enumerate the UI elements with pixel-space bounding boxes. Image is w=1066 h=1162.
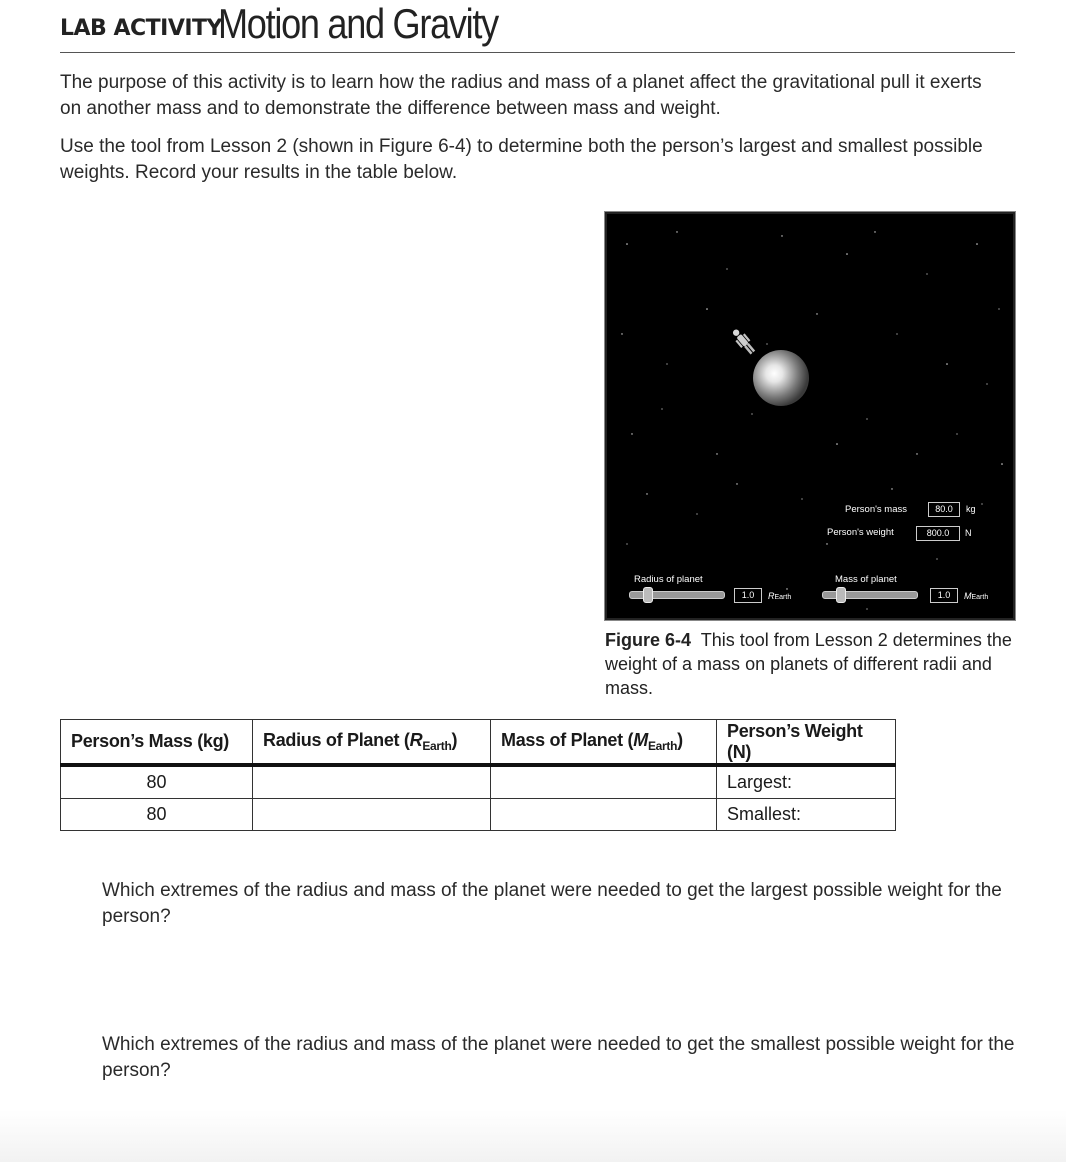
col-persons-weight: Person’s Weight (N) — [717, 720, 896, 766]
intro-paragraph-instructions: Use the tool from Lesson 2 (shown in Figure 6-4) to determine both the person’s largest and smallest possible weights. Record your results in the table below. — [60, 136, 983, 183]
mass-cell: 80 — [61, 799, 253, 831]
results-table — [60, 719, 896, 831]
mass-cell: 80 — [61, 765, 253, 799]
persons-mass-unit: kg — [966, 504, 976, 514]
space-scene — [607, 214, 1013, 618]
planet — [753, 350, 809, 406]
radius-value-field[interactable]: 1.0 — [734, 588, 762, 603]
question-largest-weight: Which extremes of the radius and mass of the planet were needed to get the largest possible weight for the person? — [102, 880, 1002, 927]
stars — [621, 231, 1003, 609]
lab-header — [60, 0, 1015, 53]
radius-answer-cell[interactable] — [253, 765, 491, 799]
figure-caption-text: This tool from Lesson 2 determines the weight of a mass on planets of different radii and mass. — [605, 630, 1012, 698]
persons-mass-label: Person's mass — [845, 504, 908, 515]
weight-largest-cell[interactable]: Largest: — [717, 765, 896, 799]
gravity-simulation-figure — [605, 212, 1015, 620]
question-smallest-weight: Which extremes of the radius and mass of the planet were needed to get the smallest possible weight for the person? — [102, 1034, 1015, 1081]
col-radius-of-planet: Radius of Planet $(R_{Earth})$ — [253, 720, 491, 766]
radius-unit: REarth — [768, 591, 792, 601]
page-title: Motion and Gravity — [218, 0, 498, 47]
intro-paragraph-purpose: The purpose of this activity is to learn how the radius and mass of a planet affect the gravitational pull it exerts on another mass and to demonstrate the difference between mass and weight. — [60, 72, 982, 119]
mass-value-field[interactable]: 1.0 — [930, 588, 958, 603]
weight-smallest-cell[interactable]: Smallest: — [717, 799, 896, 831]
persons-weight-label: Person's weight — [827, 527, 894, 538]
persons-mass-field[interactable]: 80.0 — [928, 502, 960, 517]
figure-number: Figure 6-4 — [605, 630, 692, 650]
person-figure — [729, 326, 757, 356]
mass-unit: MEarth — [964, 591, 989, 601]
persons-weight-unit: N — [965, 528, 972, 538]
table-row — [61, 799, 896, 831]
table-header-row — [61, 720, 896, 766]
page-bottom-shade — [0, 1110, 1066, 1162]
lab-activity-label: LAB ACTIVITY — [60, 16, 222, 41]
col-mass-of-planet: Mass of Planet $(M_{Earth})$ — [491, 720, 717, 766]
radius-slider-thumb[interactable] — [643, 587, 653, 603]
radius-of-planet-label: Radius of planet — [634, 574, 703, 585]
figure-caption — [605, 628, 1025, 700]
mass-answer-cell[interactable] — [491, 765, 717, 799]
persons-weight-field: 800.0 — [916, 526, 960, 541]
radius-answer-cell[interactable] — [253, 799, 491, 831]
mass-of-planet-label: Mass of planet — [835, 574, 897, 585]
mass-answer-cell[interactable] — [491, 799, 717, 831]
mass-slider-thumb[interactable] — [836, 587, 846, 603]
table-row — [61, 765, 896, 799]
col-persons-mass: Person’s Mass (kg) — [61, 720, 253, 766]
